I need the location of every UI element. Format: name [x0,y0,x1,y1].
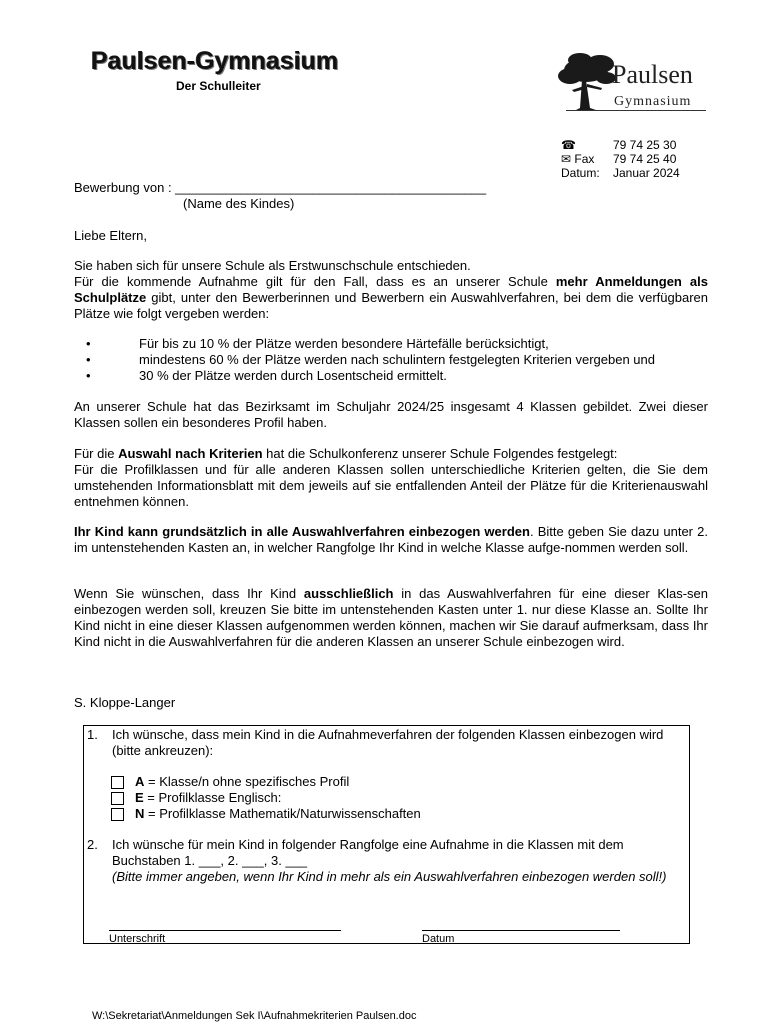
option-label: = Klasse/n ohne spezifisches Profil [144,774,350,789]
criteria-detail: Für die Profilklassen und für alle anderen Klassen sollen unterschiedliche Kriterien gelten, die Sie dem umstehenden Informationsblatt mit dem jeweils auf sie entfallenden Anteil der Plätze für die Kriterienauswahl entnehmen können. [74,462,708,509]
option-label: = Profilklasse Mathematik/Naturwissenschaften [144,806,421,821]
school-subtitle: Der Schulleiter [176,79,261,93]
option-letter: N [135,806,145,821]
phone-row [561,138,680,152]
phone-number: 79 74 25 30 [613,138,677,152]
logo-wordmark-paulsen: Paulsen [612,60,693,89]
signature-name: S. Kloppe-Langer [74,695,176,710]
list-item: • Für bis zu 10 % der Plätze werden besondere Härtefälle berücksichtigt, [74,336,714,352]
criteria-text: Für die [74,446,119,461]
date-label: Datum: [561,166,600,180]
date-row [561,166,680,180]
logo-wordmark-gymnasium: Gymnasium [614,94,692,109]
checkbox-n[interactable] [111,808,124,821]
ranking-note: (Bitte immer angeben, wenn Ihr Kind in mehr als ein Auswahlverfahren einbezogen werden soll!) [112,869,667,884]
option-letter: E [135,790,144,805]
item-number: 1. [87,727,98,742]
checkbox-a[interactable] [111,776,124,789]
application-form-box [83,725,690,944]
option-letter: A [135,774,145,789]
paragraph-exclusive [74,586,708,650]
procedures-text: . Bitte geben Sie dazu unter 2. im untenstehenden Kasten an, in welcher Rangfolge Ihr Kind in welche Klasse aufge-nommen werden soll. [74,524,708,555]
procedures-bold: Ihr Kind kann grundsätzlich in alle Auswahlverfahren einbezogen werden [74,524,530,539]
option-n[interactable] [111,806,421,822]
phone-icon: ☎ [561,138,576,152]
item-number: 2. [87,837,98,852]
signature-label: Unterschrift [109,933,166,945]
checkbox-e[interactable] [111,792,124,805]
item2-text: Ich wünsche für mein Kind in folgender Rangfolge eine Aufnahme in die Klassen mit dem [112,837,624,852]
date-value: Januar 2024 [613,166,680,180]
option-label: = Profilklasse Englisch: [143,790,282,805]
exclusive-text: Wenn Sie wünschen, dass Ihr Kind [74,586,304,601]
exclusive-bold: ausschließlich [303,586,394,601]
intro-line: Sie haben sich für unsere Schule als Erstwunschschule entschieden. [74,258,471,273]
criteria-bold: Auswahl nach Kriterien [118,446,263,461]
exclusive-text-end: in das Auswahlverfahren für eine dieser Klas-sen einbezogen werden soll, kreuzen Sie bitte im untenstehenden Kasten unter 1. nur diese Klasse an. Sollte Ihr Kind nicht in eine dieser Klassen aufgenommen werden können, machen wir Sie darauf aufmerksam, dass Ihr Kind nicht in die Auswahlverfahren für die anderen Klassen an unserer Schule einbezogen wird. [74,586,708,649]
ranking-fields[interactable]: Buchstaben 1. ___, 2. ___, 3. ___ [112,853,308,868]
list-item: • 30 % der Plätze werden durch Losentscheid ermittelt. [74,368,714,384]
school-name: Paulsen-Gymnasium [91,47,339,75]
paragraph-intro [74,258,708,322]
option-e[interactable] [111,790,281,806]
application-line: Bewerbung von : ___________________________________________ [74,180,487,195]
criteria-text-end: hat die Schulkonferenz unserer Schule Folgendes festgelegt: [262,446,618,461]
list-item: • mindestens 60 % der Plätze werden nach schulintern festgelegten Kriterien vergeben und [74,352,714,368]
date-field-label: Datum [422,933,455,945]
envelope-icon: ✉ [561,152,572,166]
logo-underline [566,110,706,111]
application-hint: (Name des Kindes) [183,196,295,211]
fax-row [561,152,680,166]
file-path-footer: W:\Sekretariat\Anmeldungen Sek I\Aufnahmekriterien Paulsen.doc [92,1010,417,1022]
greeting: Liebe Eltern, [74,228,147,243]
intro-text: Für die kommende Aufnahme gilt für den Fall, dass es an unserer Schule [74,274,556,289]
paragraph-all-procedures [74,524,708,556]
paragraph-criteria [74,446,708,510]
fax-number: 79 74 25 40 [613,152,677,166]
intro-text-end: gibt, unter den Bewerberinnen und Bewerbern ein Auswahlverfahren, bei dem die verfügbaren Plätze wie folgt vergeben werden: [74,290,708,321]
fax-label: Fax [574,152,595,166]
option-a[interactable] [111,774,349,790]
intro-bold: mehr Anmeldungen als Schulplätze [74,274,708,305]
contact-block [561,138,680,180]
item1-text: Ich wünsche, dass mein Kind in die Aufnahmeverfahren der folgenden Klassen einbezogen wird (bitte ankreuzen): [112,727,664,758]
quota-list [74,336,714,384]
paragraph-classes: An unserer Schule hat das Bezirksamt im Schuljahr 2024/25 insgesamt 4 Klassen gebildet. Zwei dieser Klassen sollen ein besonderes Profil haben. [74,399,708,430]
